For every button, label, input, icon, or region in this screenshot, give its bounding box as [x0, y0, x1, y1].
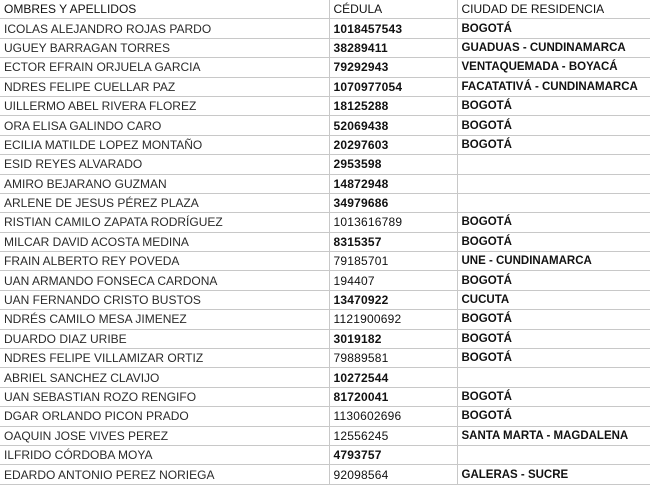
cedula-cell[interactable]: 18125288	[329, 96, 457, 115]
city-cell[interactable]: BOGOTÁ	[457, 19, 650, 38]
table-row	[0, 465, 650, 484]
table-row	[0, 232, 650, 251]
cedula-cell[interactable]: 34979686	[329, 193, 457, 212]
table-row	[0, 445, 650, 464]
cedula-cell[interactable]: 194407	[329, 271, 457, 290]
city-cell[interactable]: CUCUTA	[457, 290, 650, 309]
table-row	[0, 174, 650, 193]
table-row	[0, 77, 650, 96]
city-cell[interactable]: GUADUAS - CUNDINAMARCA	[457, 38, 650, 57]
table-row	[0, 213, 650, 232]
cedula-cell[interactable]: 79185701	[329, 252, 457, 271]
city-cell[interactable]: BOGOTÁ	[457, 349, 650, 368]
name-cell[interactable]: UILLERMO ABEL RIVERA FLOREZ	[0, 96, 329, 115]
table-row	[0, 135, 650, 154]
cedula-cell[interactable]: 92098564	[329, 465, 457, 484]
cedula-cell[interactable]: 1013616789	[329, 213, 457, 232]
table-row	[0, 407, 650, 426]
city-cell[interactable]: BOGOTÁ	[457, 407, 650, 426]
name-cell[interactable]: ESID REYES ALVARADO	[0, 155, 329, 174]
name-cell[interactable]: ABRIEL SANCHEZ CLAVIJO	[0, 368, 329, 387]
name-cell[interactable]: UAN ARMANDO FONSECA CARDONA	[0, 271, 329, 290]
cedula-cell[interactable]: 2953598	[329, 155, 457, 174]
name-cell[interactable]: ILFRIDO CÓRDOBA MOYA	[0, 445, 329, 464]
cedula-cell[interactable]: 1070977054	[329, 77, 457, 96]
city-cell[interactable]: BOGOTÁ	[457, 329, 650, 348]
name-cell[interactable]: AMIRO BEJARANO GUZMAN	[0, 174, 329, 193]
cedula-cell[interactable]: 1121900692	[329, 310, 457, 329]
table-row	[0, 310, 650, 329]
name-cell[interactable]: UAN SEBASTIAN ROZO RENGIFO	[0, 387, 329, 406]
cedula-cell[interactable]: 12556245	[329, 426, 457, 445]
city-cell[interactable]	[457, 193, 650, 212]
cedula-cell[interactable]: 20297603	[329, 135, 457, 154]
cedula-cell[interactable]: 38289411	[329, 38, 457, 57]
city-cell[interactable]: BOGOTÁ	[457, 271, 650, 290]
name-cell[interactable]: UGUEY BARRAGAN TORRES	[0, 38, 329, 57]
table-row	[0, 271, 650, 290]
cedula-cell[interactable]: 1018457543	[329, 19, 457, 38]
name-cell[interactable]: OAQUIN JOSE VIVES PEREZ	[0, 426, 329, 445]
cedula-cell[interactable]: 4793757	[329, 445, 457, 464]
city-cell[interactable]: BOGOTÁ	[457, 116, 650, 135]
cedula-cell[interactable]: 10272544	[329, 368, 457, 387]
name-cell[interactable]: ECILIA MATILDE LOPEZ MONTAÑO	[0, 135, 329, 154]
city-cell[interactable]	[457, 174, 650, 193]
city-cell[interactable]: SANTA MARTA - MAGDALENA	[457, 426, 650, 445]
table-row	[0, 329, 650, 348]
header-row	[0, 0, 650, 19]
cedula-cell[interactable]: 52069438	[329, 116, 457, 135]
name-cell[interactable]: MILCAR DAVID ACOSTA MEDINA	[0, 232, 329, 251]
city-cell[interactable]: BOGOTÁ	[457, 310, 650, 329]
header-name[interactable]: OMBRES Y APELLIDOS	[0, 0, 329, 19]
table-row	[0, 38, 650, 57]
name-cell[interactable]: FRAIN ALBERTO REY POVEDA	[0, 252, 329, 271]
name-cell[interactable]: EDARDO ANTONIO PEREZ NORIEGA	[0, 465, 329, 484]
city-cell[interactable]: BOGOTÁ	[457, 96, 650, 115]
table-row	[0, 252, 650, 271]
city-cell[interactable]: BOGOTÁ	[457, 232, 650, 251]
city-cell[interactable]: GALERAS - SUCRE	[457, 465, 650, 484]
table-row	[0, 19, 650, 38]
table-row	[0, 426, 650, 445]
name-cell[interactable]: UAN FERNANDO CRISTO BUSTOS	[0, 290, 329, 309]
table-row	[0, 155, 650, 174]
table-row	[0, 387, 650, 406]
city-cell[interactable]: BOGOTÁ	[457, 387, 650, 406]
table-row	[0, 116, 650, 135]
cedula-cell[interactable]: 3019182	[329, 329, 457, 348]
table-row	[0, 368, 650, 387]
table-row	[0, 193, 650, 212]
table-row	[0, 96, 650, 115]
name-cell[interactable]: ORA ELISA GALINDO CARO	[0, 116, 329, 135]
name-cell[interactable]: ICOLAS ALEJANDRO ROJAS PARDO	[0, 19, 329, 38]
city-cell[interactable]: FACATATIVÁ - CUNDINAMARCA	[457, 77, 650, 96]
city-cell[interactable]	[457, 155, 650, 174]
name-cell[interactable]: DUARDO DIAZ URIBE	[0, 329, 329, 348]
name-cell[interactable]: NDRES FELIPE CUELLAR PAZ	[0, 77, 329, 96]
cedula-cell[interactable]: 79292943	[329, 58, 457, 77]
table-body	[0, 19, 650, 484]
name-cell[interactable]: ECTOR EFRAIN ORJUELA GARCIA	[0, 58, 329, 77]
cedula-cell[interactable]: 1130602696	[329, 407, 457, 426]
city-cell[interactable]: BOGOTÁ	[457, 135, 650, 154]
cedula-cell[interactable]: 13470922	[329, 290, 457, 309]
cedula-cell[interactable]: 14872948	[329, 174, 457, 193]
table-row	[0, 349, 650, 368]
name-cell[interactable]: NDRES FELIPE VILLAMIZAR ORTIZ	[0, 349, 329, 368]
city-cell[interactable]: BOGOTÁ	[457, 213, 650, 232]
name-cell[interactable]: ARLENE DE JESUS PÉREZ PLAZA	[0, 193, 329, 212]
city-cell[interactable]: VENTAQUEMADA - BOYACÁ	[457, 58, 650, 77]
table-row	[0, 290, 650, 309]
cedula-cell[interactable]: 81720041	[329, 387, 457, 406]
table-row	[0, 58, 650, 77]
city-cell[interactable]: UNE - CUNDINAMARCA	[457, 252, 650, 271]
cedula-cell[interactable]: 8315357	[329, 232, 457, 251]
city-cell[interactable]	[457, 445, 650, 464]
name-cell[interactable]: NDRÉS CAMILO MESA JIMENEZ	[0, 310, 329, 329]
header-city[interactable]: CIUDAD DE RESIDENCIA	[457, 0, 650, 19]
name-cell[interactable]: RISTIAN CAMILO ZAPATA RODRÍGUEZ	[0, 213, 329, 232]
name-cell[interactable]: DGAR ORLANDO PICON PRADO	[0, 407, 329, 426]
cedula-cell[interactable]: 79889581	[329, 349, 457, 368]
header-cedula[interactable]: CÉDULA	[329, 0, 457, 19]
city-cell[interactable]	[457, 368, 650, 387]
